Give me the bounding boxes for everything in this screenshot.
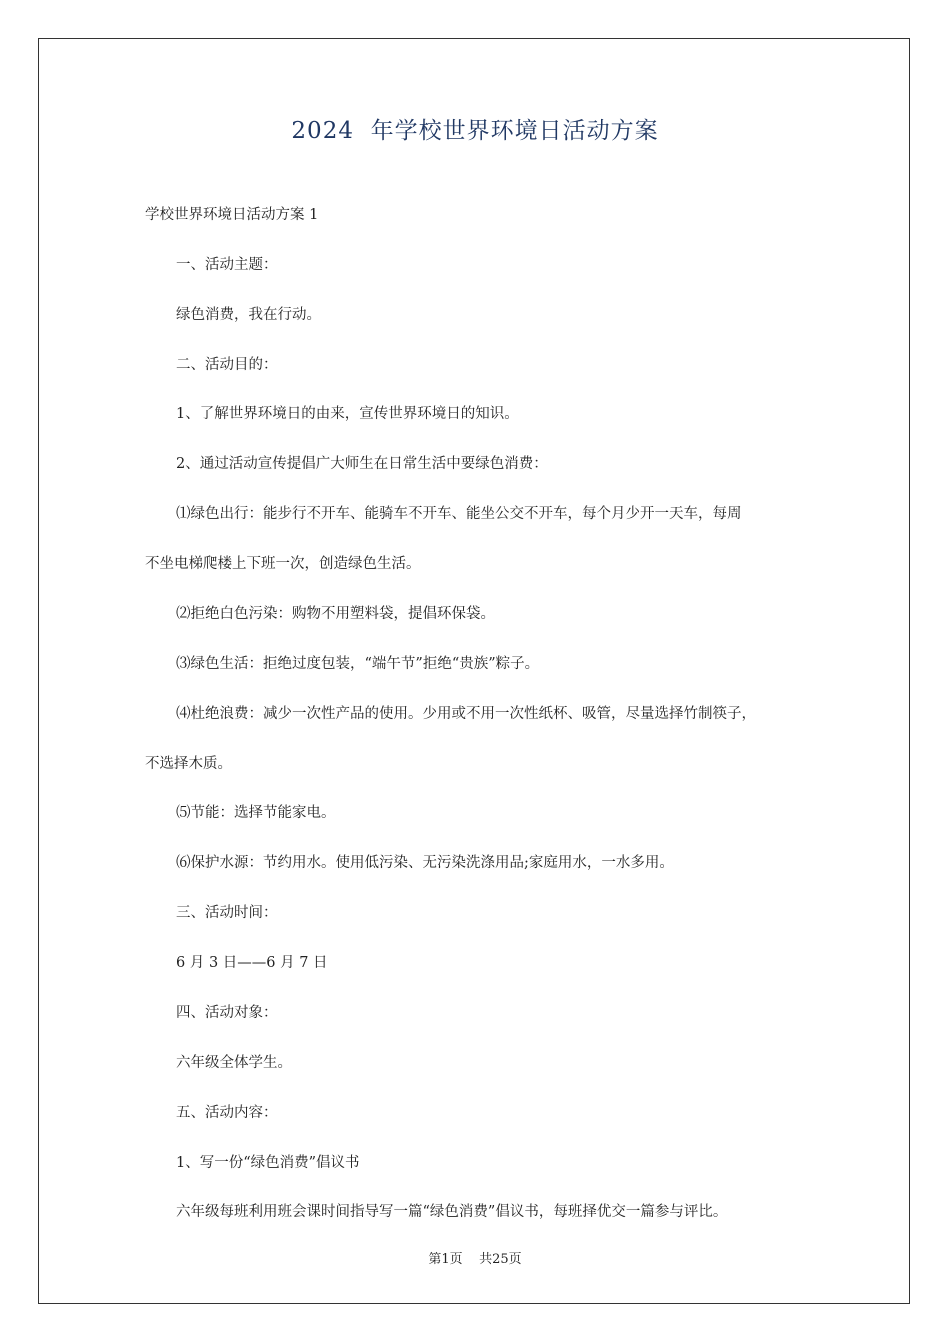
paragraph-line: 六年级全体学生。 [176, 1055, 292, 1071]
paragraph-line: ⑷杜绝浪费：减少一次性产品的使用。少用或不用一次性纸杯、吸管，尽量选择竹制筷子， [176, 706, 756, 722]
paragraph-line: 1、了解世界环境日的由来，宣传世界环境日的知识。 [176, 406, 519, 422]
paragraph-line: 绿色消费，我在行动。 [176, 307, 321, 323]
paragraph-line: 一、活动主题： [176, 257, 278, 273]
paragraph-line: ⑸节能：选择节能家电。 [176, 805, 336, 821]
paragraph-line: 不坐电梯爬楼上下班一次，创造绿色生活。 [145, 556, 421, 572]
paragraph-line: 六年级每班利用班会课时间指导写一篇“绿色消费”倡议书，每班择优交一篇参与评比。 [176, 1204, 728, 1220]
paragraph-line: 不选择木质。 [145, 756, 232, 772]
paragraph-line: 6 月 3 日——6 月 7 日 [176, 955, 328, 971]
paragraph-line: ⑵拒绝白色污染：购物不用塑料袋，提倡环保袋。 [176, 606, 495, 622]
paragraph-line: 五、活动内容： [176, 1105, 278, 1121]
paragraph-line: ⑹保护水源：节约用水。使用低污染、无污染洗涤用品;家庭用水，一水多用。 [176, 855, 674, 871]
section-heading: 学校世界环境日活动方案 1 [145, 207, 319, 223]
paragraph-line: 二、活动目的： [176, 357, 278, 373]
page-number: 第1页 共25页 [428, 1252, 522, 1267]
paragraph-line: 三、活动时间： [176, 905, 278, 921]
paragraph-line: 2、通过活动宣传提倡广大师生在日常生活中要绿色消费： [176, 456, 548, 472]
paragraph-line: ⑴绿色出行：能步行不开车、能骑车不开车、能坐公交不开车，每个月少开一天车，每周 [176, 506, 742, 522]
paragraph-line: 四、活动对象： [176, 1005, 278, 1021]
paragraph-line: 1、写一份“绿色消费”倡议书 [176, 1155, 360, 1171]
document-title: 2024 年学校世界环境日活动方案 [291, 118, 659, 144]
paragraph-line: ⑶绿色生活：拒绝过度包装，“端午节”拒绝“贵族”粽子。 [176, 656, 540, 672]
